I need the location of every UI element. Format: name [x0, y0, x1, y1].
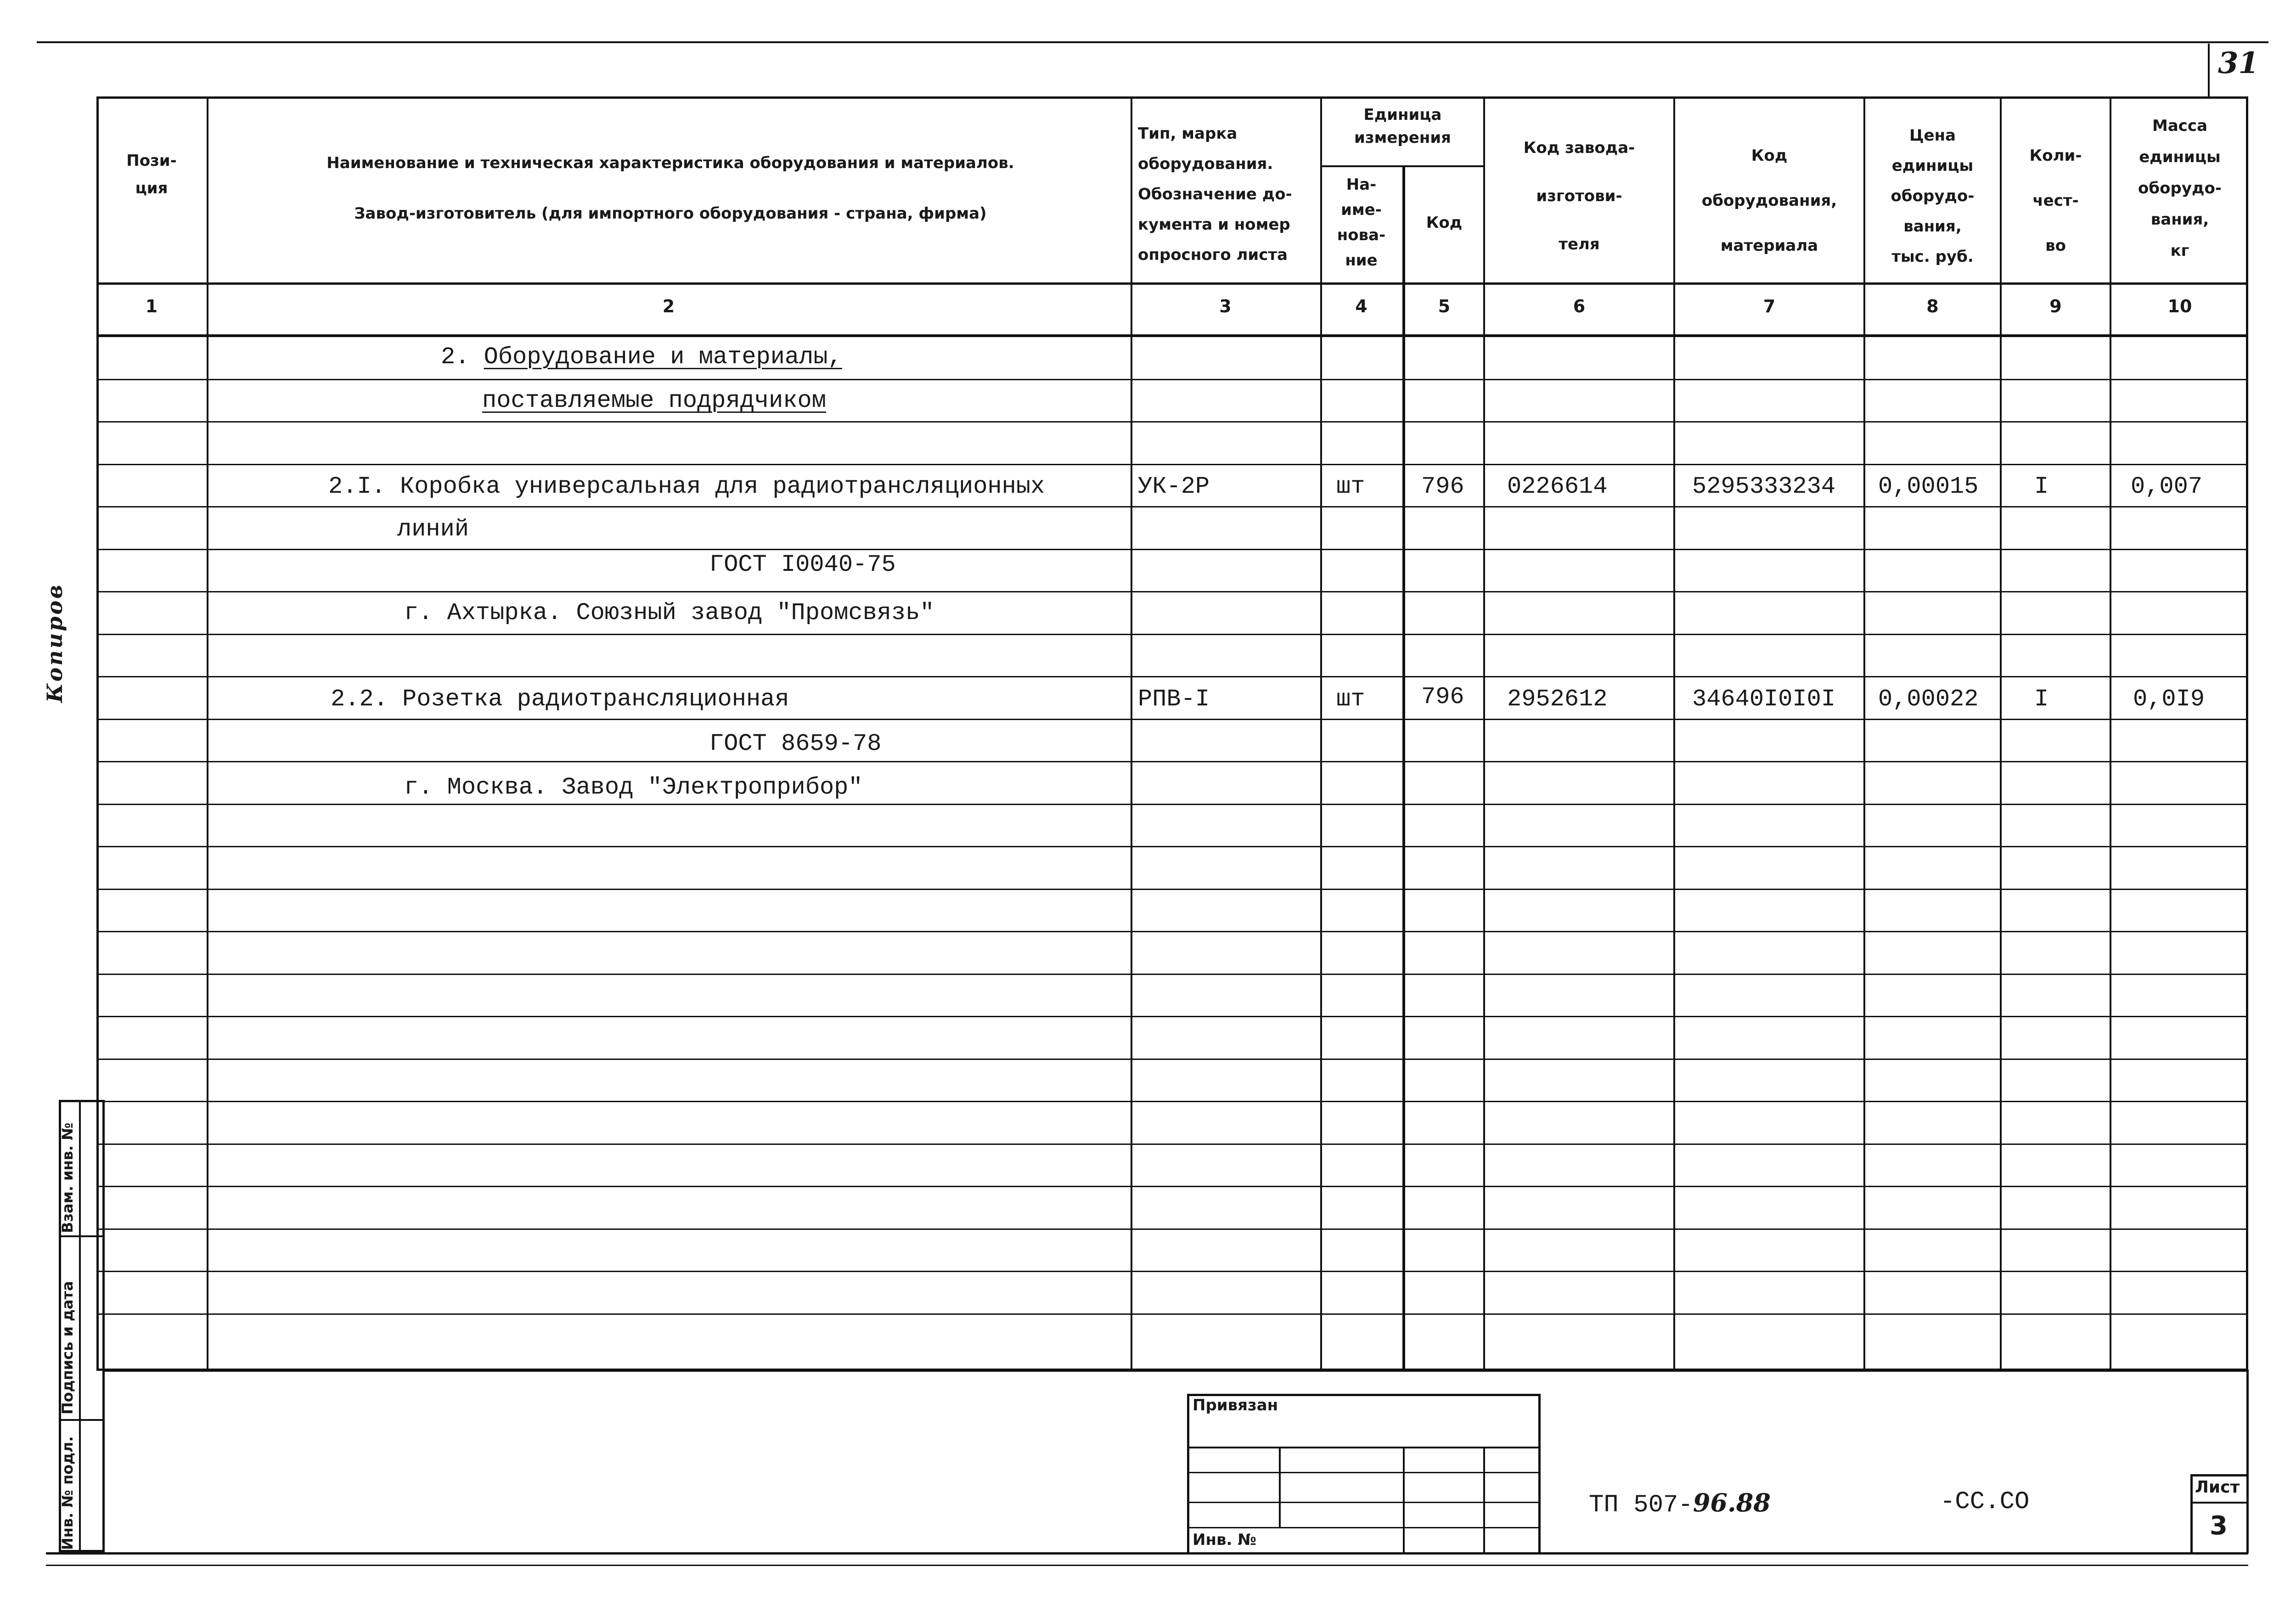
frame-bottom — [46, 1552, 2248, 1555]
header-position — [96, 147, 207, 202]
item-standard: ГОСТ I0040-75 — [709, 551, 896, 578]
item-qty: I — [2034, 473, 2049, 500]
row-line — [96, 634, 2248, 635]
row-line — [96, 421, 2248, 423]
row-line — [96, 1228, 2248, 1230]
row-line — [96, 464, 2248, 465]
header-type — [1138, 118, 1322, 270]
item-name: 2.2. Розетка радиотрансляционная — [331, 686, 789, 713]
header-text: Единица — [1363, 106, 1442, 124]
sheet-number: 3 — [2210, 1511, 2228, 1541]
header-text: ция — [135, 179, 168, 197]
row-line — [96, 1016, 2248, 1017]
item-standard: ГОСТ 8659-78 — [709, 730, 882, 757]
col-divider — [1483, 96, 1485, 1371]
item-unit: шт — [1336, 686, 1365, 713]
bound-label: Привязан — [1193, 1396, 1278, 1414]
section-title-line1 — [441, 344, 842, 371]
unit-group-divider — [1320, 165, 1485, 167]
header-name — [220, 138, 1120, 239]
top-rule — [37, 41, 2268, 43]
bound-block-row — [1187, 1527, 1541, 1528]
document-code-prefix: ТП 507- — [1589, 1491, 1693, 1519]
header-text: Код — [1751, 146, 1788, 165]
col-divider — [1320, 96, 1322, 1371]
bound-block-col — [1403, 1447, 1405, 1553]
item-mass: 0,0I9 — [2133, 686, 2205, 713]
document-code — [1589, 1488, 1771, 1519]
inventory-number-label: Инв. № — [1193, 1531, 1257, 1549]
section-title-line2: поставляемые подрядчиком — [482, 387, 826, 414]
page-number: 31 — [2218, 46, 2259, 80]
header-text: вания, — [2150, 210, 2209, 229]
page-number-box-border — [2208, 44, 2210, 96]
row-line — [96, 889, 2248, 890]
item-factory-code: 0226614 — [1507, 473, 1608, 500]
header-text: единицы — [1891, 157, 1974, 175]
binding-strip-divider — [79, 1100, 81, 1552]
header-text: оборудования, — [1701, 192, 1837, 210]
row-line — [96, 1059, 2248, 1060]
item-type: РПВ-I — [1138, 686, 1210, 713]
header-text: оборудования. — [1138, 155, 1273, 173]
column-number: 3 — [1219, 296, 1232, 316]
frame-separator — [105, 1369, 2248, 1372]
item-type: УК-2Р — [1138, 473, 1210, 500]
row-line — [96, 1271, 2248, 1272]
header-text: Коли- — [2029, 146, 2082, 165]
header-price — [1865, 120, 2000, 272]
section-prefix: 2. — [441, 344, 470, 371]
row-line — [96, 846, 2248, 847]
header-text: тыс. руб. — [1891, 248, 1974, 266]
item-unit: шт — [1336, 473, 1365, 500]
document-code-handwritten: 96.88 — [1693, 1488, 1771, 1517]
header-unit-name — [1320, 172, 1402, 273]
column-number: 5 — [1438, 296, 1451, 316]
header-text: На- — [1346, 175, 1377, 194]
item-price: 0,00015 — [1878, 473, 1979, 500]
header-equipment-code — [1675, 133, 1863, 268]
col-divider — [1673, 96, 1675, 1371]
header-text: Завод-изготовитель (для импортного оборудования - страна, фирма) — [354, 204, 987, 223]
row-line — [96, 506, 2248, 507]
bound-block-col — [1483, 1447, 1485, 1553]
item-equipment-code: 5295333234 — [1692, 473, 1836, 500]
header-unit-code: Код — [1426, 214, 1463, 232]
row-line — [96, 676, 2248, 677]
col-divider — [2110, 96, 2111, 1371]
row-line — [96, 719, 2248, 720]
table-frame — [96, 96, 2248, 1371]
header-unit-group — [1320, 103, 1485, 149]
header-text: измерения — [1354, 129, 1451, 147]
item-unit-code: 796 — [1421, 683, 1464, 710]
bound-block-col — [1279, 1447, 1281, 1527]
column-number: 4 — [1355, 296, 1367, 316]
row-line — [96, 379, 2248, 380]
header-text: оборудо- — [2138, 179, 2222, 197]
header-text: во — [2045, 237, 2066, 255]
item-name-continued: линий — [397, 516, 469, 543]
sheet-box-divider — [2190, 1502, 2248, 1504]
column-number: 6 — [1573, 296, 1586, 316]
header-text: изготови- — [1536, 187, 1622, 205]
header-text: Код завода- — [1523, 139, 1635, 157]
header-text: Цена — [1909, 126, 1956, 145]
header-factory-code — [1485, 124, 1673, 269]
row-line — [96, 931, 2248, 932]
item-mass: 0,007 — [2131, 473, 2203, 500]
header-text: ние — [1345, 251, 1378, 270]
header-text: единицы — [2139, 148, 2221, 166]
item-equipment-code: 34640I0I0I — [1692, 686, 1836, 713]
header-text: кг — [2170, 242, 2189, 260]
col-divider — [1863, 96, 1865, 1371]
header-text: Масса — [2152, 117, 2208, 135]
section-title: Оборудование и материалы, — [484, 344, 842, 371]
header-text: материала — [1720, 237, 1818, 255]
header-text: кумента и номер — [1138, 215, 1290, 234]
item-price: 0,00022 — [1878, 686, 1979, 713]
item-unit-code: 796 — [1421, 473, 1464, 500]
sheet-label: Лист — [2195, 1478, 2240, 1497]
item-factory-code: 2952612 — [1507, 686, 1608, 713]
copy-mark: Копиров — [42, 583, 67, 703]
item-manufacturer: г. Москва. Завод "Электроприбор" — [404, 774, 863, 801]
row-line — [96, 1186, 2248, 1187]
col-divider — [207, 96, 208, 1371]
header-text: Наименование и техническая характеристика оборудования и материалов. — [326, 154, 1014, 172]
row-line — [96, 804, 2248, 805]
original-inventory-label: Инв. № подл. — [59, 1436, 76, 1550]
item-name: 2.I. Коробка универсальная для радиотрансляционных — [328, 473, 1045, 500]
row-line — [96, 549, 2248, 550]
col-divider — [1402, 165, 1405, 1371]
bound-block-row — [1187, 1447, 1541, 1448]
binding-strip-divider — [59, 1419, 105, 1421]
row-line — [96, 1144, 2248, 1145]
header-qty — [2002, 133, 2110, 268]
bound-block-row — [1187, 1472, 1541, 1473]
item-manufacturer: г. Ахтырка. Союзный завод "Промсвязь" — [404, 599, 934, 626]
header-text: Пози- — [126, 152, 177, 170]
column-number: 10 — [2167, 296, 2192, 316]
col-divider — [2000, 96, 2002, 1371]
exchange-inventory-label: Взам. инв. № — [59, 1122, 76, 1233]
bound-block — [1187, 1394, 1541, 1554]
header-mass — [2111, 110, 2248, 266]
number-row-bottom-rule — [96, 334, 2248, 337]
item-qty: I — [2034, 686, 2049, 713]
col-divider — [1131, 96, 1132, 1371]
header-text: теля — [1559, 235, 1600, 254]
header-text: оборудо- — [1891, 187, 1975, 205]
column-number: 9 — [2049, 296, 2062, 316]
header-bottom-rule — [96, 282, 2248, 285]
bound-block-row — [1187, 1502, 1541, 1503]
page-bottom-rule — [46, 1565, 2248, 1566]
binding-strip-divider — [59, 1235, 105, 1237]
row-line — [96, 974, 2248, 975]
column-number: 7 — [1763, 296, 1776, 316]
row-line — [96, 761, 2248, 762]
column-number: 8 — [1926, 296, 1939, 316]
header-text: име- — [1341, 201, 1382, 219]
document-code-suffix: -СС.СО — [1940, 1488, 2030, 1516]
header-text: опросного листа — [1138, 246, 1288, 264]
header-text: чест- — [2032, 192, 2079, 210]
row-line — [96, 591, 2248, 592]
header-text: нова- — [1337, 226, 1386, 244]
header-text: Обозначение до- — [1138, 185, 1292, 203]
column-number: 2 — [662, 296, 675, 316]
header-text: Тип, марка — [1138, 124, 1238, 143]
row-line — [96, 1313, 2248, 1315]
header-text: вания, — [1903, 217, 1962, 236]
row-line — [96, 1101, 2248, 1102]
signature-date-label: Подпись и дата — [59, 1281, 76, 1414]
column-number: 1 — [145, 296, 158, 316]
